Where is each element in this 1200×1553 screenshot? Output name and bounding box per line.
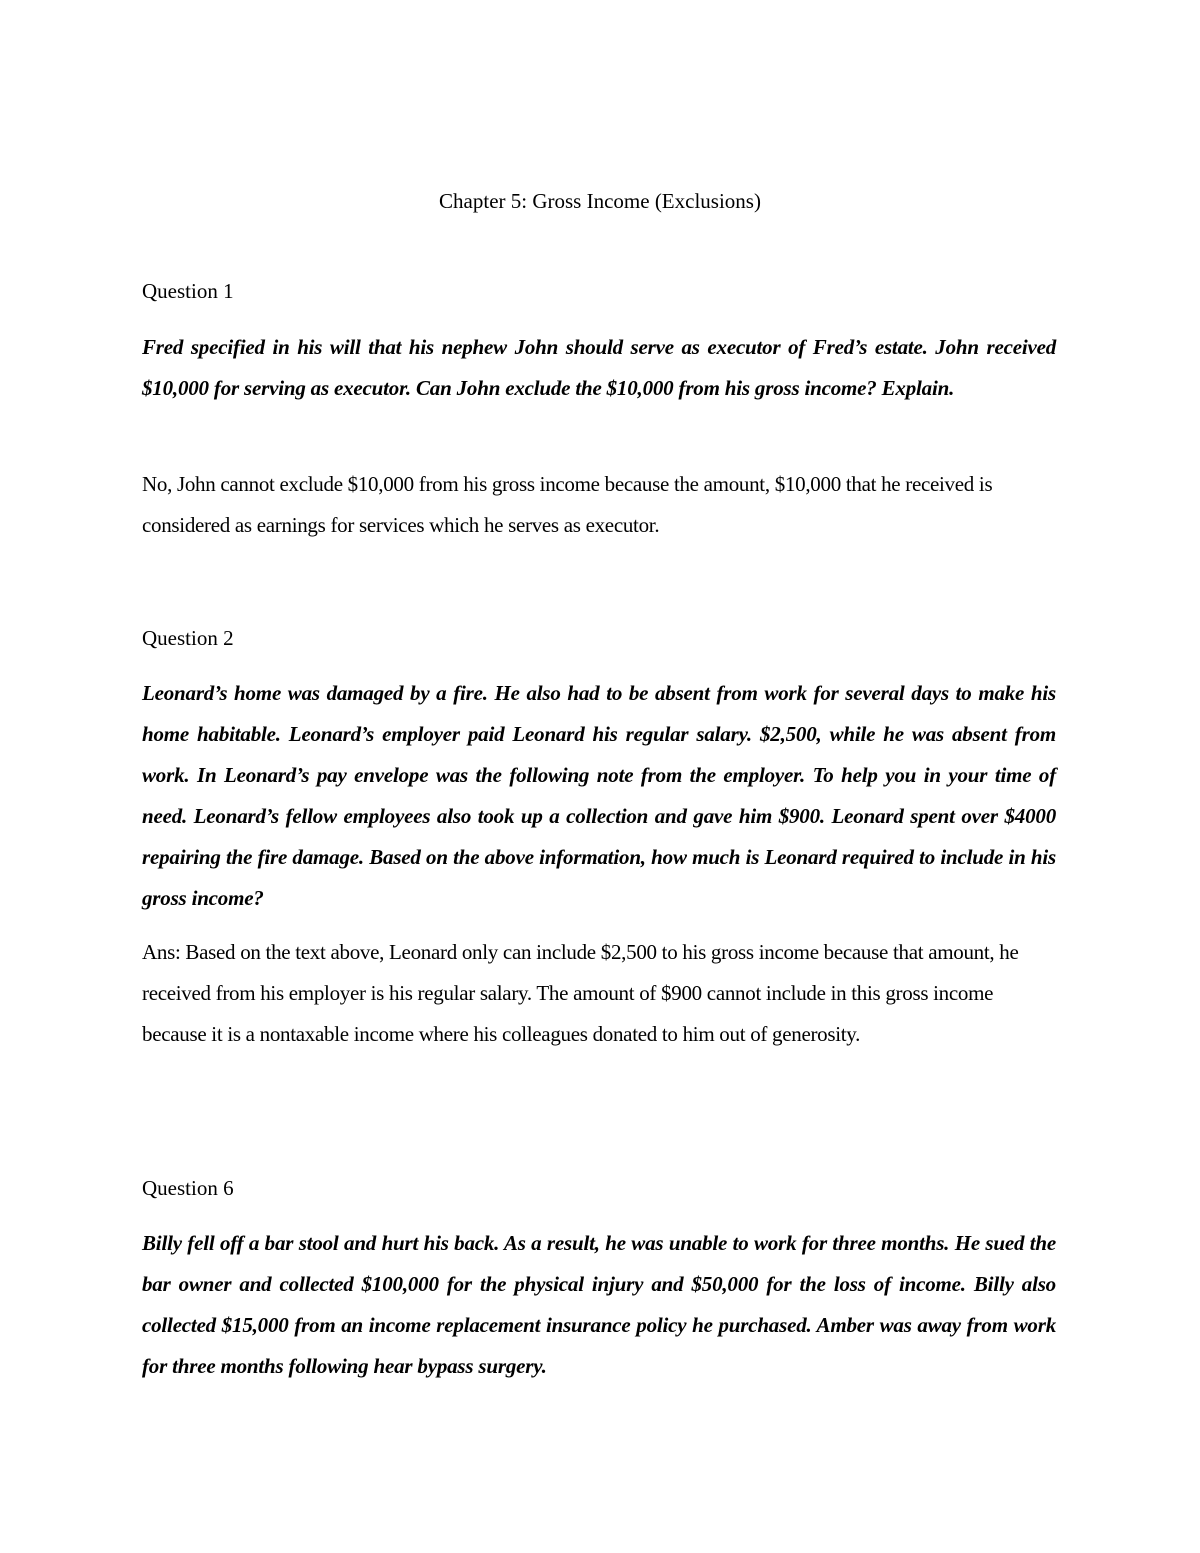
question-text-block-6 (142, 1223, 1056, 1387)
answer-block-2 (142, 932, 1056, 1055)
question-block-6 (142, 1175, 1056, 1201)
question-text-block-2 (142, 673, 1056, 919)
question-label: Question 6 (142, 1176, 234, 1200)
question-text: Billy fell off a bar stool and hurt his back. As a result, he was unable to work for three months. He sued the bar owner and collected $100,000 for the physical injury and $50,000 for the loss of income. Billy also collected $15,000 from an income replacement insurance policy he purchased. Amber was away from work for three months following hear bypass surgery. (142, 1231, 1056, 1378)
question-text: Leonard’s home was damaged by a fire. He also had to be absent from work for several days to make his home habitable. Leonard’s employer paid Leonard his regular salary. $2,500, while he was absent from work. In Leonard’s pay envelope was the following note from the employer. To help you in your time of need. Leonard’s fellow employees also took up a collection and gave him $900. Leonard spent over $4000 repairing the fire damage. Based on the above information, how much is Leonard required to include in his gross income? (142, 681, 1056, 910)
answer-text: Ans: Based on the text above, Leonard only can include $2,500 to his gross income because that amount, he received from his employer is his regular salary. The amount of $900 cannot include in this gross income because it is a nontaxable income where his colleagues donated to him out of generosity. (142, 940, 1019, 1046)
question-block-2 (142, 625, 1056, 651)
question-block-1 (142, 278, 1056, 304)
question-label: Question 1 (142, 279, 234, 303)
question-label: Question 2 (142, 626, 234, 650)
question-text-block-1 (142, 327, 1056, 409)
answer-block-1 (142, 464, 1056, 546)
question-text: Fred specified in his will that his nephew John should serve as executor of Fred’s estate. John received $10,000 for serving as executor. Can John exclude the $10,000 from his gross income? Explain. (142, 335, 1056, 400)
answer-text: No, John cannot exclude $10,000 from his gross income because the amount, $10,000 that he received is considered as earnings for services which he serves as executor. (142, 472, 993, 537)
page-title: Chapter 5: Gross Income (Exclusions) (439, 189, 761, 213)
